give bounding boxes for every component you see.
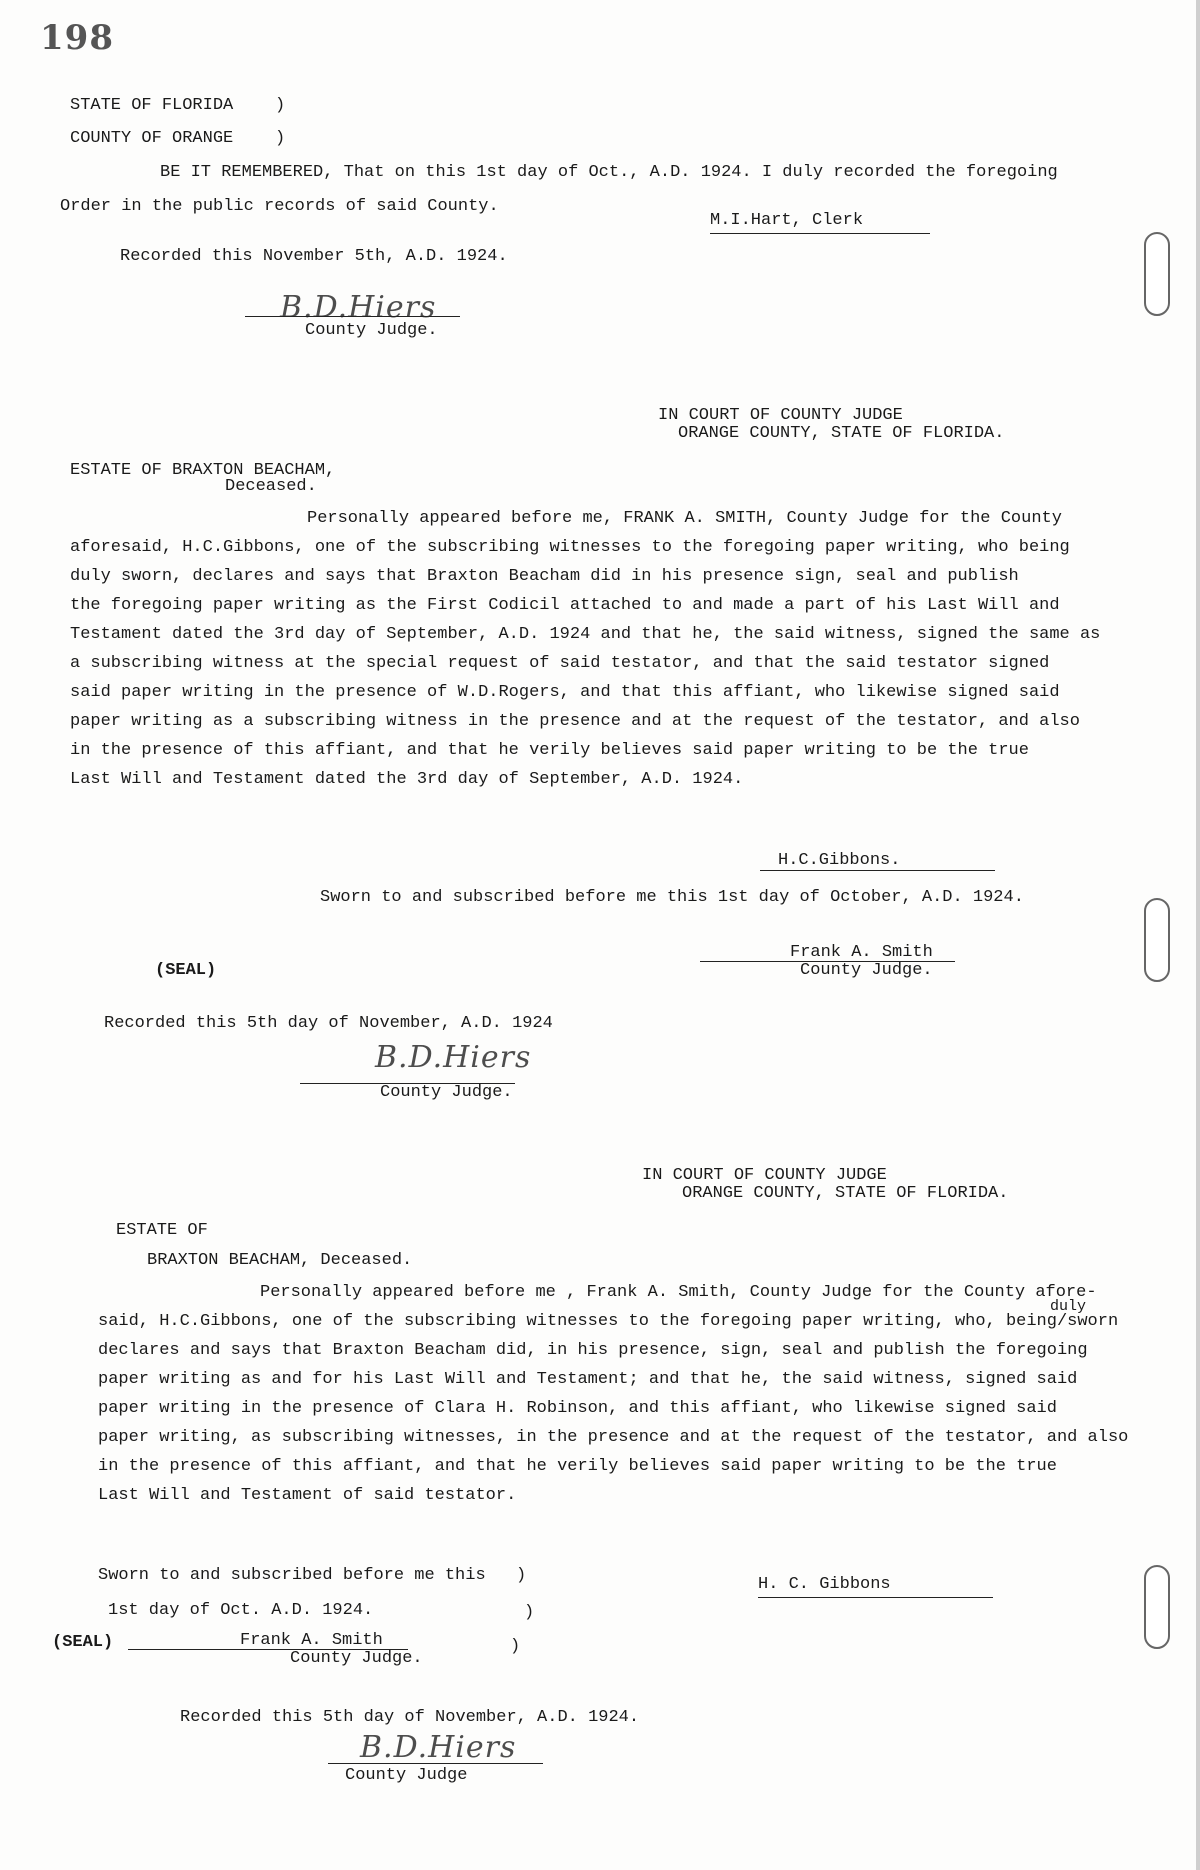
body-line: Testament dated the 3rd day of September, A.D. 1924 and that he, the said witness, signed the same as (70, 625, 1101, 644)
interlined-word: duly (1050, 1298, 1087, 1315)
judge-title: County Judge. (290, 1649, 423, 1668)
estate-caption: ESTATE OF (116, 1221, 208, 1240)
affidavit-body-2 (0, 1278, 1129, 1510)
bracket: ) (275, 96, 286, 115)
body-line: paper writing as and for his Last Will and Testament; and that he, the said witness, signed said (98, 1370, 1078, 1389)
body-line: declares and says that Braxton Beacham did, in his presence, sign, seal and publish the foregoing (98, 1341, 1088, 1360)
seal-label: (SEAL) (155, 961, 217, 980)
recorded-date: Recorded this 5th day of November, A.D. 1924. (180, 1708, 640, 1727)
seal-label: (SEAL) (52, 1633, 114, 1652)
body-line: aforesaid, H.C.Gibbons, one of the subscribing witnesses to the foregoing paper writing, who being (70, 538, 1070, 557)
county-line: COUNTY OF ORANGE (70, 129, 234, 148)
judge-title: County Judge. (305, 321, 438, 340)
judge-signature: Frank A. Smith (240, 1631, 383, 1650)
page-edge (1196, 0, 1200, 1870)
signature-line (245, 316, 460, 317)
body-line: paper writing as a subscribing witness in the presence and at the request of the testator, and also (70, 712, 1080, 731)
recording-statement-line2: Order in the public records of said County. (60, 197, 499, 216)
judge-signature: B.D.Hiers (375, 1040, 532, 1075)
body-line: in the presence of this affiant, and that he verily believes said paper writing to be the true (98, 1457, 1057, 1476)
body-line: Last Will and Testament dated the 3rd day of September, A.D. 1924. (70, 770, 744, 789)
bracket: ) (516, 1566, 527, 1585)
judge-title: County Judge. (380, 1083, 513, 1102)
judge-title: County Judge (345, 1766, 468, 1785)
witness-signature: H.C.Gibbons. (778, 851, 901, 870)
body-line: duly sworn, declares and says that Braxton Beacham did in his presence sign, seal and publish (70, 567, 1019, 586)
sworn-statement-line2: 1st day of Oct. A.D. 1924. (108, 1601, 374, 1620)
bracket: ) (275, 129, 286, 148)
body-line: Personally appeared before me , Frank A. Smith, County Judge for the County afore- (260, 1283, 1097, 1302)
binder-hole-bottom (1144, 1565, 1170, 1649)
recorded-date: Recorded this November 5th, A.D. 1924. (120, 247, 508, 266)
judge-signature: B.D.Hiers (360, 1730, 517, 1765)
body-line: paper writing in the presence of Clara H. Robinson, and this affiant, who likewise signed said (98, 1399, 1057, 1418)
binder-hole-middle (1144, 898, 1170, 982)
recorded-date: Recorded this 5th day of November, A.D. 1924 (104, 1014, 553, 1033)
body-line: said paper writing in the presence of W.D.Rogers, and that this affiant, who likewise signed said (70, 683, 1060, 702)
page-number: 198 (40, 18, 114, 58)
body-line: Last Will and Testament of said testator. (98, 1486, 517, 1505)
estate-name: BRAXTON BEACHAM, Deceased. (147, 1251, 413, 1270)
estate-caption: ESTATE OF BRAXTON BEACHAM, (70, 461, 336, 480)
court-heading-line2: ORANGE COUNTY, STATE OF FLORIDA. (678, 424, 1005, 443)
sworn-statement: Sworn to and subscribed before me this 1st day of October, A.D. 1924. (320, 888, 1024, 907)
court-heading-line1: IN COURT OF COUNTY JUDGE (658, 406, 903, 425)
court-heading-line1: IN COURT OF COUNTY JUDGE (642, 1166, 887, 1185)
court-heading-line2: ORANGE COUNTY, STATE OF FLORIDA. (682, 1184, 1009, 1203)
bracket: ) (510, 1637, 521, 1656)
body-line: in the presence of this affiant, and that he verily believes said paper writing to be the true (70, 741, 1029, 760)
body-line: Personally appeared before me, FRANK A. SMITH, County Judge for the County (307, 509, 1062, 528)
body-line: the foregoing paper writing as the First Codicil attached to and made a part of his Last Will and (70, 596, 1060, 615)
sworn-statement-line1: Sworn to and subscribed before me this (98, 1566, 486, 1585)
body-line: a subscribing witness at the special request of said testator, and that the said testator signed (70, 654, 1050, 673)
judge-signature: B.D.Hiers (280, 290, 437, 325)
deceased-label: Deceased. (225, 477, 317, 496)
signature-line (328, 1763, 543, 1764)
body-line: said, H.C.Gibbons, one of the subscribing witnesses to the foregoing paper writing, who, being/sworn (98, 1312, 1119, 1331)
signature-line (760, 870, 995, 871)
affidavit-body-1 (0, 504, 1100, 794)
state-line: STATE OF FLORIDA (70, 96, 234, 115)
binder-hole-top (1144, 232, 1170, 316)
judge-title: County Judge. (800, 961, 933, 980)
clerk-signature: M.I.Hart, Clerk (710, 210, 930, 234)
bracket: ) (524, 1603, 535, 1622)
recording-statement-line1: BE IT REMEMBERED, That on this 1st day of Oct., A.D. 1924. I duly recorded the foregoing (160, 163, 1058, 182)
body-line: paper writing, as subscribing witnesses, in the presence and at the request of the testator, and also (98, 1428, 1129, 1447)
judge-signature: Frank A. Smith (790, 943, 933, 962)
witness-signature: H. C. Gibbons (758, 1574, 993, 1598)
